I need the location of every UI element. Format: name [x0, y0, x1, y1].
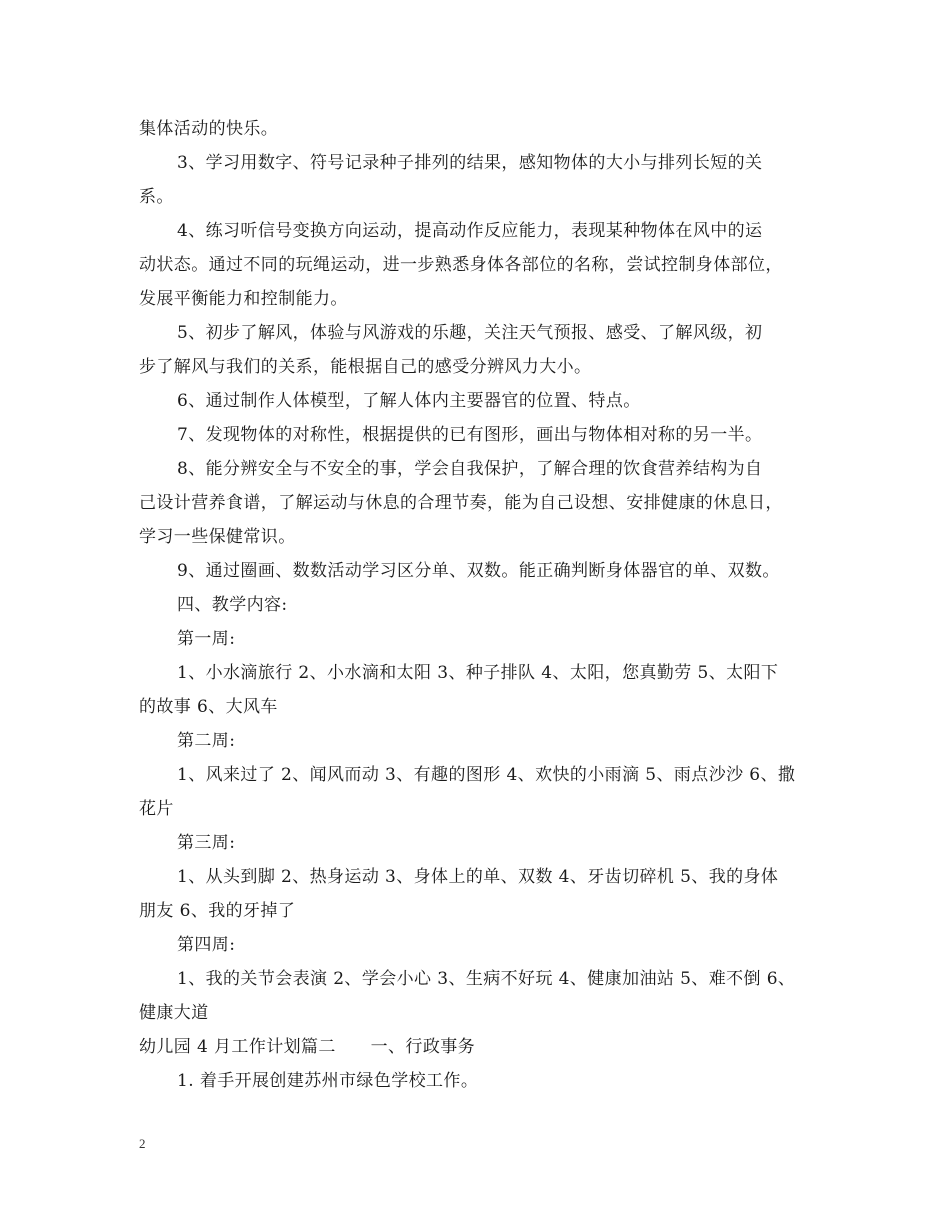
text-line: 1、小水滴旅行 2、小水滴和太阳 3、种子排队 4、太阳，您真勤劳 5、太阳下 [177, 663, 779, 683]
text-line: 3、学习用数字、符号记录种子排列的结果，感知物体的大小与排列长短的关 [177, 153, 763, 173]
text-line: 7、发现物体的对称性，根据提供的已有图形，画出与物体相对称的另一半。 [177, 425, 763, 445]
text-line: 1. 着手开展创建苏州市绿色学校工作。 [177, 1071, 479, 1091]
text-line: 第三周: [177, 833, 236, 853]
text-line: 四、教学内容: [177, 595, 288, 615]
text-line: 集体活动的快乐。 [139, 119, 279, 139]
text-line: 8、能分辨安全与不安全的事，学会自我保护，了解合理的饮食营养结构为自 [177, 459, 763, 479]
text-line: 学习一些保健常识。 [139, 527, 296, 547]
text-line: 花片 [139, 799, 174, 819]
text-line: 第二周: [177, 731, 236, 751]
text-line: 己设计营养食谱，了解运动与休息的合理节奏，能为自己设想、安排健康的休息日， [139, 493, 783, 513]
text-line: 发展平衡能力和控制能力。 [139, 289, 348, 309]
text-line: 1、我的关节会表演 2、学会小心 3、生病不好玩 4、健康加油站 5、难不倒 6、 [177, 969, 796, 989]
text-line: 4、练习听信号变换方向运动，提高动作反应能力，表现某种物体在风中的运 [177, 221, 763, 241]
text-line: 1、风来过了 2、闻风而动 3、有趣的图形 4、欢快的小雨滴 5、雨点沙沙 6、撒 [177, 765, 796, 785]
text-line: 5、初步了解风，体验与风游戏的乐趣，关注天气预报、感受、了解风级，初 [177, 323, 763, 343]
text-line: 健康大道 [139, 1003, 209, 1023]
text-line: 幼儿园 4 月工作计划篇二 一、行政事务 [139, 1037, 476, 1057]
text-line: 9、通过圈画、数数活动学习区分单、双数。能正确判断身体器官的单、双数。 [177, 561, 780, 581]
document-body [139, 112, 821, 1098]
text-line: 的故事 6、大风车 [139, 697, 278, 717]
page-number: 2 [139, 1136, 146, 1151]
text-line: 动状态。通过不同的玩绳运动，进一步熟悉身体各部位的名称，尝试控制身体部位， [139, 255, 783, 275]
text-line: 1、从头到脚 2、热身运动 3、身体上的单、双数 4、牙齿切碎机 5、我的身体 [177, 867, 779, 887]
text-line: 朋友 6、我的牙掉了 [139, 901, 296, 921]
text-line: 6、通过制作人体模型，了解人体内主要器官的位置、特点。 [177, 391, 641, 411]
text-line: 第四周: [177, 935, 236, 955]
text-line: 系。 [139, 187, 174, 207]
text-line: 第一周: [177, 629, 236, 649]
text-line: 步了解风与我们的关系，能根据自己的感受分辨风力大小。 [139, 357, 592, 377]
